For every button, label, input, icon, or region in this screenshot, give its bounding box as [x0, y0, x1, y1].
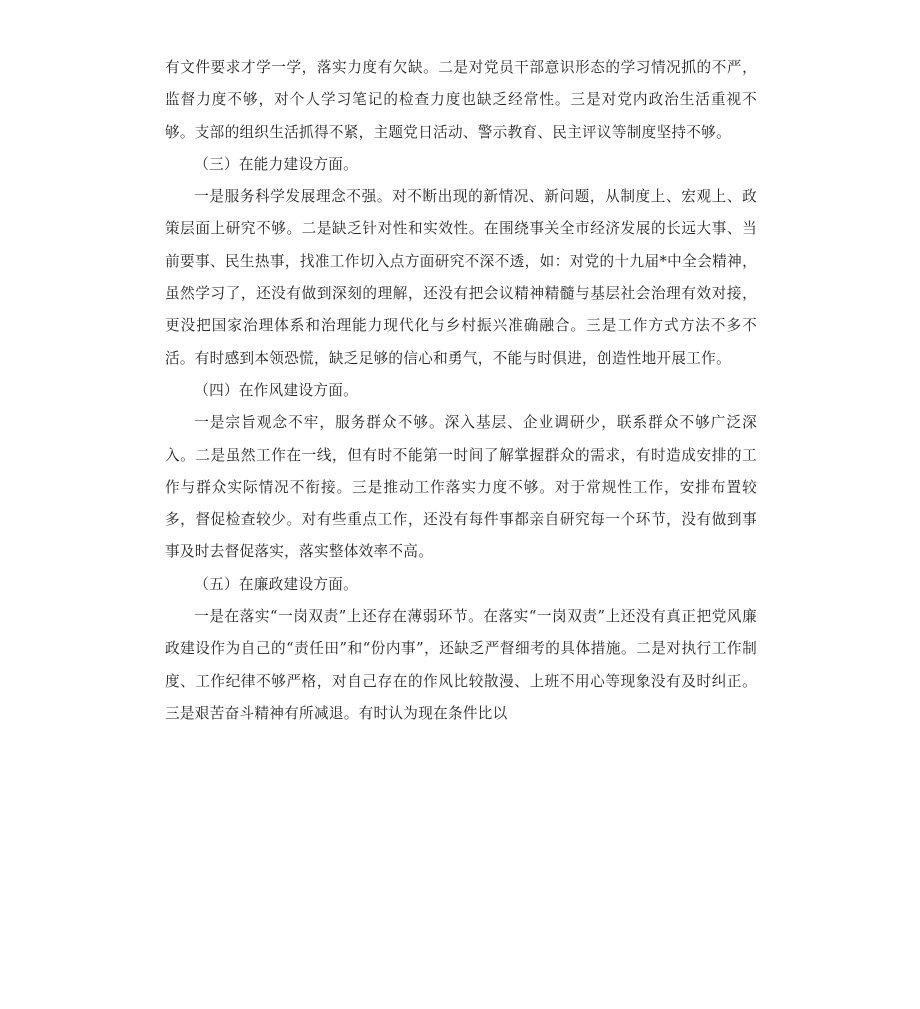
section-heading-integrity: （五）在廉政建设方面。	[194, 575, 359, 593]
paragraph-continued: 有文件要求才学一学，落实力度有欠缺。二是对党员干部意识形态的学习情况抓的不严，监督力度不够，对个人学习笔记的检查力度也缺乏经常性。三是对党内政治生活重视不够。支部的组织生活抓得不紧，主题党日活动、警示教育、民主评议等制度坚持不够。	[165, 59, 757, 141]
document-body	[165, 52, 757, 730]
section-heading-style: （四）在作风建设方面。	[194, 381, 359, 399]
paragraph-integrity: 一是在落实“一岗双责”上还存在薄弱环节。在落实“一岗双责”上还没有真正把党风廉政建设作为自己的“责任田”和“份内事”，还缺乏严督细考的具体措施。二是对执行工作制度、工作纪律不够严格，对自己存在的作风比较散漫、上班不用心等现象没有及时纠正。三是艰苦奋斗精神有所减退。有时认为现在条件比以	[165, 608, 757, 722]
paragraph-style: 一是宗旨观念不牢，服务群众不够。深入基层、企业调研少，联系群众不够广泛深入。二是虽然工作在一线，但有时不能第一时间了解掌握群众的需求，有时造成安排的工作与群众实际情况不衔接。三是推动工作落实力度不够。对于常规性工作，安排布置较多，督促检查较少。对有些重点工作，还没有每件事都亲自研究每一个环节，没有做到事事及时去督促落实，落实整体效率不高。	[165, 414, 757, 561]
section-heading-ability: （三）在能力建设方面。	[194, 155, 359, 173]
paragraph-ability: 一是服务科学发展理念不强。对不断出现的新情况、新问题，从制度上、宏观上、政策层面上研究不够。二是缺乏针对性和实效性。在围绕事关全市经济发展的长远大事、当前要事、民生热事，找准工作切入点方面研究不深不透，如：对党的十九届*中全会精神，虽然学习了，还没有做到深刻的理解，还没有把会议精神精髓与基层社会治理有效对接，更没把国家治理体系和治理能力现代化与乡村振兴准确融合。三是工作方式方法不多不活。有时感到本领恐慌，缺乏足够的信心和勇气，不能与时俱进，创造性地开展工作。	[165, 188, 757, 367]
